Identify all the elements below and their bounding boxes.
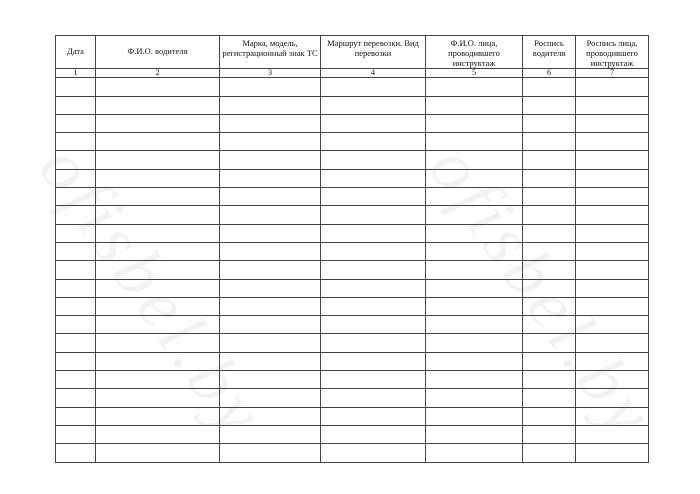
table-row <box>56 389 649 407</box>
table-cell <box>96 133 220 151</box>
table-cell <box>56 279 96 297</box>
table-cell <box>576 114 649 132</box>
table-cell <box>426 169 523 187</box>
table-cell <box>523 114 576 132</box>
table-cell <box>321 279 426 297</box>
table-cell <box>576 261 649 279</box>
table-cell <box>523 169 576 187</box>
table-cell <box>321 444 426 462</box>
table-cell <box>576 389 649 407</box>
table-cell <box>426 96 523 114</box>
header-row <box>56 36 649 69</box>
table-cell <box>576 352 649 370</box>
table-cell <box>426 133 523 151</box>
table-cell <box>220 371 321 389</box>
table-row <box>56 352 649 370</box>
table-cell <box>321 352 426 370</box>
table-cell <box>56 224 96 242</box>
table-cell <box>523 151 576 169</box>
table-cell <box>220 407 321 425</box>
table-cell <box>576 334 649 352</box>
table-cell <box>220 316 321 334</box>
table-cell <box>576 279 649 297</box>
table-cell <box>220 425 321 443</box>
table-cell <box>321 242 426 260</box>
table-cell <box>523 261 576 279</box>
table-cell <box>426 444 523 462</box>
table-cell <box>321 78 426 96</box>
header-route: Маршрут перевозки. Вид перевозки <box>321 36 426 69</box>
table-row <box>56 371 649 389</box>
table-row <box>56 279 649 297</box>
table-cell <box>576 78 649 96</box>
table-cell <box>321 96 426 114</box>
table-cell <box>220 133 321 151</box>
table-cell <box>523 352 576 370</box>
table-cell <box>426 316 523 334</box>
table-cell <box>96 279 220 297</box>
header-driver-name: Ф.И.О. водителя <box>96 36 220 69</box>
table-cell <box>56 96 96 114</box>
table-row <box>56 334 649 352</box>
column-number: 3 <box>220 69 321 78</box>
watermark-right: ofisbel.by <box>413 130 674 454</box>
header-instructor-signature: Роспись лица, проводившего инструктаж <box>576 36 649 69</box>
watermark-left: ofisbel.by <box>23 130 284 454</box>
table-cell <box>96 169 220 187</box>
column-number: 5 <box>426 69 523 78</box>
table-cell <box>96 224 220 242</box>
table-cell <box>220 78 321 96</box>
table-cell <box>56 389 96 407</box>
table-row <box>56 297 649 315</box>
table-row <box>56 316 649 334</box>
table-cell <box>426 188 523 206</box>
table-cell <box>96 425 220 443</box>
table-cell <box>220 188 321 206</box>
table-cell <box>523 334 576 352</box>
header-date: Дата <box>56 36 96 69</box>
table-cell <box>523 133 576 151</box>
table-cell <box>576 224 649 242</box>
table-cell <box>523 279 576 297</box>
table-cell <box>56 316 96 334</box>
table-cell <box>321 334 426 352</box>
table-cell <box>576 316 649 334</box>
table-row <box>56 169 649 187</box>
table-cell <box>523 371 576 389</box>
table-row <box>56 133 649 151</box>
table-cell <box>96 114 220 132</box>
table-cell <box>426 389 523 407</box>
table-cell <box>426 279 523 297</box>
table-cell <box>220 242 321 260</box>
table-cell <box>321 371 426 389</box>
table-cell <box>426 151 523 169</box>
table-cell <box>576 444 649 462</box>
table-cell <box>426 371 523 389</box>
table-cell <box>56 169 96 187</box>
table-row <box>56 96 649 114</box>
table-cell <box>426 334 523 352</box>
table-cell <box>56 444 96 462</box>
table-cell <box>321 206 426 224</box>
table-cell <box>96 261 220 279</box>
table-cell <box>576 169 649 187</box>
column-number: 7 <box>576 69 649 78</box>
table-cell <box>56 334 96 352</box>
table-row <box>56 188 649 206</box>
table-cell <box>220 297 321 315</box>
table-cell <box>321 389 426 407</box>
table-cell <box>96 151 220 169</box>
table-cell <box>96 78 220 96</box>
table-cell <box>96 371 220 389</box>
header-driver-signature: Роспись водителя <box>523 36 576 69</box>
table-cell <box>523 96 576 114</box>
table-cell <box>56 188 96 206</box>
table-cell <box>426 206 523 224</box>
table-cell <box>220 96 321 114</box>
table-row <box>56 425 649 443</box>
table-cell <box>576 425 649 443</box>
table-cell <box>523 188 576 206</box>
table-row <box>56 224 649 242</box>
table-cell <box>576 407 649 425</box>
table-cell <box>220 444 321 462</box>
table-cell <box>523 407 576 425</box>
table-row <box>56 151 649 169</box>
table-cell <box>321 188 426 206</box>
table-cell <box>321 407 426 425</box>
table-cell <box>576 188 649 206</box>
table-row <box>56 261 649 279</box>
table-cell <box>220 224 321 242</box>
table-cell <box>426 407 523 425</box>
table-cell <box>576 371 649 389</box>
table-cell <box>321 151 426 169</box>
table-cell <box>220 206 321 224</box>
table-cell <box>321 133 426 151</box>
table-row <box>56 114 649 132</box>
table-cell <box>523 297 576 315</box>
table-row <box>56 444 649 462</box>
table-cell <box>576 206 649 224</box>
table-cell <box>523 444 576 462</box>
table-cell <box>321 114 426 132</box>
table-cell <box>426 242 523 260</box>
table-cell <box>220 151 321 169</box>
table-cell <box>96 407 220 425</box>
table-cell <box>426 114 523 132</box>
table-cell <box>321 316 426 334</box>
table-cell <box>96 242 220 260</box>
table-cell <box>56 407 96 425</box>
table-cell <box>523 242 576 260</box>
table-cell <box>220 261 321 279</box>
table-cell <box>426 425 523 443</box>
table-cell <box>321 297 426 315</box>
table-cell <box>576 96 649 114</box>
column-number: 6 <box>523 69 576 78</box>
table-cell <box>220 334 321 352</box>
table-row <box>56 206 649 224</box>
table-cell <box>56 133 96 151</box>
table-cell <box>523 224 576 242</box>
table-cell <box>426 352 523 370</box>
table-cell <box>56 114 96 132</box>
table-cell <box>56 78 96 96</box>
table-cell <box>220 352 321 370</box>
table-row <box>56 242 649 260</box>
instruction-journal-table <box>55 35 649 463</box>
table-cell <box>56 352 96 370</box>
table-cell <box>56 261 96 279</box>
column-number-row <box>56 69 649 78</box>
table-cell <box>576 151 649 169</box>
table-cell <box>56 206 96 224</box>
table-cell <box>523 78 576 96</box>
table-cell <box>220 279 321 297</box>
table-body <box>56 78 649 462</box>
table-cell <box>426 78 523 96</box>
table-cell <box>321 169 426 187</box>
header-instructor-name: Ф.И.О. лица, проводившего инструктаж <box>426 36 523 69</box>
table-cell <box>576 133 649 151</box>
table-cell <box>426 261 523 279</box>
table-cell <box>56 371 96 389</box>
table-cell <box>523 389 576 407</box>
table-cell <box>96 206 220 224</box>
table-cell <box>96 96 220 114</box>
table-cell <box>220 114 321 132</box>
table-cell <box>56 151 96 169</box>
table-cell <box>426 224 523 242</box>
table-cell <box>96 188 220 206</box>
table-cell <box>56 425 96 443</box>
table-cell <box>56 297 96 315</box>
table-row <box>56 407 649 425</box>
table-row <box>56 78 649 96</box>
column-number: 1 <box>56 69 96 78</box>
table-cell <box>321 425 426 443</box>
table-cell <box>220 169 321 187</box>
table-cell <box>96 316 220 334</box>
table-cell <box>523 316 576 334</box>
table-cell <box>56 242 96 260</box>
table-cell <box>96 389 220 407</box>
table-cell <box>523 425 576 443</box>
column-number: 4 <box>321 69 426 78</box>
table-cell <box>321 261 426 279</box>
header-vehicle: Марка, модель, регистрационный знак ТС <box>220 36 321 69</box>
table-cell <box>220 389 321 407</box>
table-cell <box>96 334 220 352</box>
table-cell <box>426 297 523 315</box>
table-cell <box>96 352 220 370</box>
table-cell <box>321 224 426 242</box>
table-cell <box>576 242 649 260</box>
table-cell <box>96 444 220 462</box>
table-cell <box>523 206 576 224</box>
column-number: 2 <box>96 69 220 78</box>
table-cell <box>96 297 220 315</box>
table-cell <box>576 297 649 315</box>
